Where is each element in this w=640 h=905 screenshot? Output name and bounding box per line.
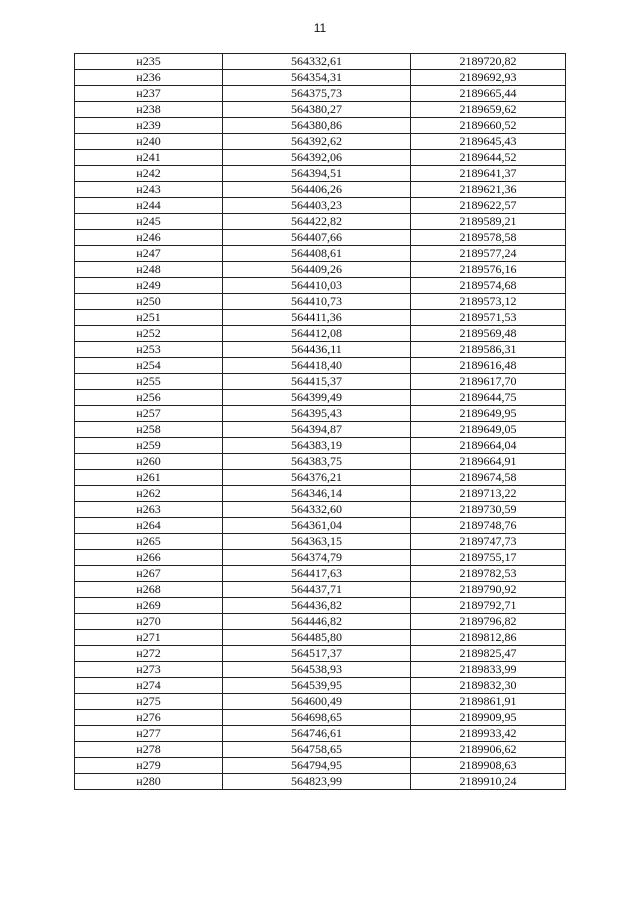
table-row xyxy=(75,726,566,742)
y-coordinate-cell: 2189713,22 xyxy=(411,486,566,502)
x-coordinate-cell: 564823,99 xyxy=(223,774,411,790)
point-id-cell: н264 xyxy=(75,518,223,534)
x-coordinate-cell: 564395,43 xyxy=(223,406,411,422)
table-row xyxy=(75,566,566,582)
y-coordinate-cell: 2189644,75 xyxy=(411,390,566,406)
point-id-cell: н265 xyxy=(75,534,223,550)
table-row xyxy=(75,246,566,262)
y-coordinate-cell: 2189833,99 xyxy=(411,662,566,678)
table-row xyxy=(75,214,566,230)
table-row xyxy=(75,678,566,694)
table-row xyxy=(75,582,566,598)
point-id-cell: н258 xyxy=(75,422,223,438)
table-row xyxy=(75,614,566,630)
point-id-cell: н253 xyxy=(75,342,223,358)
y-coordinate-cell: 2189782,53 xyxy=(411,566,566,582)
page-number: 11 xyxy=(313,21,327,35)
table-row xyxy=(75,326,566,342)
table-row xyxy=(75,630,566,646)
y-coordinate-cell: 2189577,24 xyxy=(411,246,566,262)
x-coordinate-cell: 564437,71 xyxy=(223,582,411,598)
point-id-cell: н246 xyxy=(75,230,223,246)
x-coordinate-cell: 564538,93 xyxy=(223,662,411,678)
y-coordinate-cell: 2189569,48 xyxy=(411,326,566,342)
table-row xyxy=(75,422,566,438)
point-id-cell: н272 xyxy=(75,646,223,662)
coordinates-table xyxy=(74,53,566,790)
y-coordinate-cell: 2189576,16 xyxy=(411,262,566,278)
point-id-cell: н236 xyxy=(75,70,223,86)
point-id-cell: н247 xyxy=(75,246,223,262)
y-coordinate-cell: 2189908,63 xyxy=(411,758,566,774)
x-coordinate-cell: 564415,37 xyxy=(223,374,411,390)
point-id-cell: н250 xyxy=(75,294,223,310)
x-coordinate-cell: 564794,95 xyxy=(223,758,411,774)
table-row xyxy=(75,342,566,358)
table-row xyxy=(75,550,566,566)
y-coordinate-cell: 2189664,04 xyxy=(411,438,566,454)
x-coordinate-cell: 564600,49 xyxy=(223,694,411,710)
y-coordinate-cell: 2189720,82 xyxy=(411,54,566,70)
x-coordinate-cell: 564392,62 xyxy=(223,134,411,150)
point-id-cell: н266 xyxy=(75,550,223,566)
y-coordinate-cell: 2189589,21 xyxy=(411,214,566,230)
x-coordinate-cell: 564418,40 xyxy=(223,358,411,374)
table-row xyxy=(75,486,566,502)
x-coordinate-cell: 564758,65 xyxy=(223,742,411,758)
y-coordinate-cell: 2189649,95 xyxy=(411,406,566,422)
x-coordinate-cell: 564374,79 xyxy=(223,550,411,566)
table-row xyxy=(75,54,566,70)
y-coordinate-cell: 2189861,91 xyxy=(411,694,566,710)
table-row xyxy=(75,454,566,470)
point-id-cell: н237 xyxy=(75,86,223,102)
point-id-cell: н260 xyxy=(75,454,223,470)
y-coordinate-cell: 2189812,86 xyxy=(411,630,566,646)
x-coordinate-cell: 564417,63 xyxy=(223,566,411,582)
y-coordinate-cell: 2189645,43 xyxy=(411,134,566,150)
y-coordinate-cell: 2189586,31 xyxy=(411,342,566,358)
point-id-cell: н248 xyxy=(75,262,223,278)
y-coordinate-cell: 2189574,68 xyxy=(411,278,566,294)
x-coordinate-cell: 564410,03 xyxy=(223,278,411,294)
point-id-cell: н255 xyxy=(75,374,223,390)
y-coordinate-cell: 2189617,70 xyxy=(411,374,566,390)
point-id-cell: н276 xyxy=(75,710,223,726)
table-row xyxy=(75,262,566,278)
table-row xyxy=(75,102,566,118)
table-row xyxy=(75,390,566,406)
point-id-cell: н242 xyxy=(75,166,223,182)
point-id-cell: н245 xyxy=(75,214,223,230)
point-id-cell: н273 xyxy=(75,662,223,678)
table-row xyxy=(75,646,566,662)
point-id-cell: н252 xyxy=(75,326,223,342)
table-row xyxy=(75,86,566,102)
y-coordinate-cell: 2189573,12 xyxy=(411,294,566,310)
x-coordinate-cell: 564376,21 xyxy=(223,470,411,486)
x-coordinate-cell: 564406,26 xyxy=(223,182,411,198)
y-coordinate-cell: 2189909,95 xyxy=(411,710,566,726)
y-coordinate-cell: 2189755,17 xyxy=(411,550,566,566)
table-row xyxy=(75,710,566,726)
y-coordinate-cell: 2189664,91 xyxy=(411,454,566,470)
x-coordinate-cell: 564539,95 xyxy=(223,678,411,694)
x-coordinate-cell: 564410,73 xyxy=(223,294,411,310)
y-coordinate-cell: 2189825,47 xyxy=(411,646,566,662)
table-row xyxy=(75,294,566,310)
table-row xyxy=(75,166,566,182)
table-row xyxy=(75,662,566,678)
y-coordinate-cell: 2189906,62 xyxy=(411,742,566,758)
y-coordinate-cell: 2189747,73 xyxy=(411,534,566,550)
table-row xyxy=(75,70,566,86)
point-id-cell: н267 xyxy=(75,566,223,582)
table-row xyxy=(75,598,566,614)
x-coordinate-cell: 564746,61 xyxy=(223,726,411,742)
point-id-cell: н256 xyxy=(75,390,223,406)
x-coordinate-cell: 564346,14 xyxy=(223,486,411,502)
y-coordinate-cell: 2189571,53 xyxy=(411,310,566,326)
y-coordinate-cell: 2189692,93 xyxy=(411,70,566,86)
table-row xyxy=(75,358,566,374)
y-coordinate-cell: 2189621,36 xyxy=(411,182,566,198)
table-row xyxy=(75,518,566,534)
table-row xyxy=(75,230,566,246)
y-coordinate-cell: 2189674,58 xyxy=(411,470,566,486)
y-coordinate-cell: 2189790,92 xyxy=(411,582,566,598)
table-row xyxy=(75,502,566,518)
point-id-cell: н261 xyxy=(75,470,223,486)
table-row xyxy=(75,374,566,390)
point-id-cell: н243 xyxy=(75,182,223,198)
coordinates-table-body xyxy=(75,54,566,790)
point-id-cell: н268 xyxy=(75,582,223,598)
table-row xyxy=(75,134,566,150)
table-row xyxy=(75,198,566,214)
x-coordinate-cell: 564332,61 xyxy=(223,54,411,70)
point-id-cell: н239 xyxy=(75,118,223,134)
point-id-cell: н274 xyxy=(75,678,223,694)
point-id-cell: н238 xyxy=(75,102,223,118)
x-coordinate-cell: 564394,51 xyxy=(223,166,411,182)
point-id-cell: н280 xyxy=(75,774,223,790)
table-row xyxy=(75,310,566,326)
table-row xyxy=(75,534,566,550)
table-row xyxy=(75,470,566,486)
y-coordinate-cell: 2189933,42 xyxy=(411,726,566,742)
point-id-cell: н254 xyxy=(75,358,223,374)
point-id-cell: н235 xyxy=(75,54,223,70)
point-id-cell: н262 xyxy=(75,486,223,502)
x-coordinate-cell: 564409,26 xyxy=(223,262,411,278)
x-coordinate-cell: 564394,87 xyxy=(223,422,411,438)
y-coordinate-cell: 2189832,30 xyxy=(411,678,566,694)
table-row xyxy=(75,118,566,134)
y-coordinate-cell: 2189616,48 xyxy=(411,358,566,374)
y-coordinate-cell: 2189730,59 xyxy=(411,502,566,518)
y-coordinate-cell: 2189578,58 xyxy=(411,230,566,246)
x-coordinate-cell: 564485,80 xyxy=(223,630,411,646)
point-id-cell: н270 xyxy=(75,614,223,630)
x-coordinate-cell: 564380,86 xyxy=(223,118,411,134)
table-row xyxy=(75,758,566,774)
point-id-cell: н275 xyxy=(75,694,223,710)
y-coordinate-cell: 2189910,24 xyxy=(411,774,566,790)
x-coordinate-cell: 564375,73 xyxy=(223,86,411,102)
y-coordinate-cell: 2189660,52 xyxy=(411,118,566,134)
x-coordinate-cell: 564361,04 xyxy=(223,518,411,534)
x-coordinate-cell: 564411,36 xyxy=(223,310,411,326)
table-row xyxy=(75,438,566,454)
y-coordinate-cell: 2189792,71 xyxy=(411,598,566,614)
x-coordinate-cell: 564436,11 xyxy=(223,342,411,358)
x-coordinate-cell: 564407,66 xyxy=(223,230,411,246)
point-id-cell: н269 xyxy=(75,598,223,614)
point-id-cell: н279 xyxy=(75,758,223,774)
point-id-cell: н241 xyxy=(75,150,223,166)
point-id-cell: н249 xyxy=(75,278,223,294)
y-coordinate-cell: 2189796,82 xyxy=(411,614,566,630)
x-coordinate-cell: 564422,82 xyxy=(223,214,411,230)
y-coordinate-cell: 2189659,62 xyxy=(411,102,566,118)
x-coordinate-cell: 564332,60 xyxy=(223,502,411,518)
point-id-cell: н271 xyxy=(75,630,223,646)
x-coordinate-cell: 564408,61 xyxy=(223,246,411,262)
point-id-cell: н240 xyxy=(75,134,223,150)
y-coordinate-cell: 2189649,05 xyxy=(411,422,566,438)
x-coordinate-cell: 564436,82 xyxy=(223,598,411,614)
x-coordinate-cell: 564383,75 xyxy=(223,454,411,470)
point-id-cell: н263 xyxy=(75,502,223,518)
y-coordinate-cell: 2189665,44 xyxy=(411,86,566,102)
y-coordinate-cell: 2189748,76 xyxy=(411,518,566,534)
x-coordinate-cell: 564399,49 xyxy=(223,390,411,406)
x-coordinate-cell: 564392,06 xyxy=(223,150,411,166)
table-row xyxy=(75,694,566,710)
x-coordinate-cell: 564446,82 xyxy=(223,614,411,630)
x-coordinate-cell: 564412,08 xyxy=(223,326,411,342)
point-id-cell: н277 xyxy=(75,726,223,742)
point-id-cell: н257 xyxy=(75,406,223,422)
point-id-cell: н244 xyxy=(75,198,223,214)
x-coordinate-cell: 564403,23 xyxy=(223,198,411,214)
x-coordinate-cell: 564380,27 xyxy=(223,102,411,118)
x-coordinate-cell: 564354,31 xyxy=(223,70,411,86)
y-coordinate-cell: 2189622,57 xyxy=(411,198,566,214)
table-row xyxy=(75,182,566,198)
table-row xyxy=(75,774,566,790)
point-id-cell: н251 xyxy=(75,310,223,326)
x-coordinate-cell: 564517,37 xyxy=(223,646,411,662)
table-row xyxy=(75,742,566,758)
y-coordinate-cell: 2189641,37 xyxy=(411,166,566,182)
x-coordinate-cell: 564383,19 xyxy=(223,438,411,454)
x-coordinate-cell: 564363,15 xyxy=(223,534,411,550)
x-coordinate-cell: 564698,65 xyxy=(223,710,411,726)
point-id-cell: н278 xyxy=(75,742,223,758)
point-id-cell: н259 xyxy=(75,438,223,454)
table-row xyxy=(75,150,566,166)
table-row xyxy=(75,278,566,294)
table-row xyxy=(75,406,566,422)
y-coordinate-cell: 2189644,52 xyxy=(411,150,566,166)
